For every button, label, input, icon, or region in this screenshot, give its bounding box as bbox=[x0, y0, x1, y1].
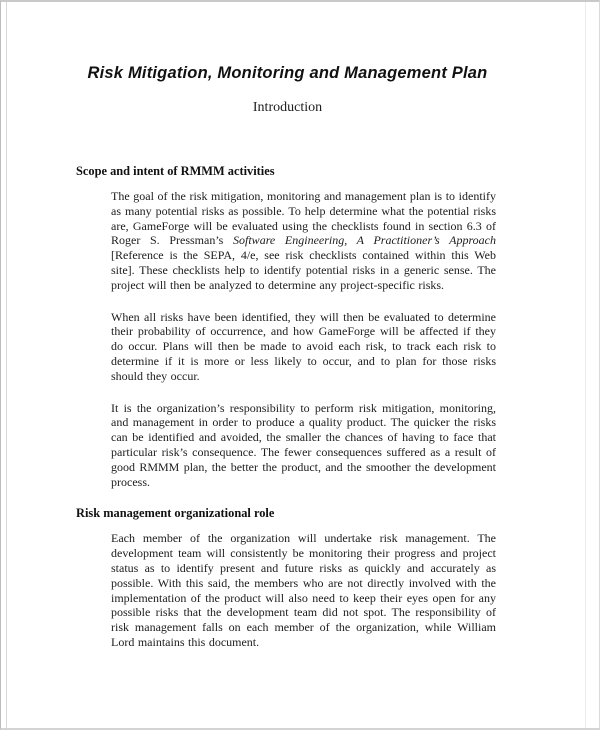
paragraph-goal-of-plan bbox=[111, 189, 496, 293]
page-title: Risk Mitigation, Monitoring and Management Plan bbox=[87, 64, 488, 82]
book-title-reference: Software Engineering, A Practitioner’s Approach bbox=[233, 233, 497, 248]
section-heading-scope-and-intent: Scope and intent of RMMM activities bbox=[76, 164, 275, 178]
scan-edge-line-left bbox=[6, 2, 7, 728]
scan-edge-line-right bbox=[585, 2, 586, 728]
paragraph-goal-text-after-reference: [Reference is the SEPA, 4/e, see risk checklists contained within this Web site]. These checklists help to identify potential risks in a generic sense. The project will then be analyzed to determine any project-specific risks. bbox=[111, 248, 496, 292]
paragraph-risk-evaluation: When all risks have been identified, they will then be evaluated to determine their probability of occurrence, and how GameForge will be affected if they do occur. Plans will then be made to avoid each risk, to track each risk to determine if it is more or less likely to occur, and to plan for those risks should they occur. bbox=[111, 309, 496, 383]
section-heading-organizational-role: Risk management organizational role bbox=[76, 506, 275, 521]
paragraph-organization-responsibility: It is the organization’s responsibility to perform risk mitigation, monitoring, and management in order to produce a quality product. The quicker the risks can be identified and avoided, the smaller the chances of having to face that particular risk’s consequence. The fewer consequences suffered as a result of good RMMM plan, the better the product, and the smoother the development process. bbox=[111, 400, 496, 489]
page-subtitle: Introduction bbox=[252, 100, 323, 115]
paragraph-member-risk-management: Each member of the organization will undertake risk management. The development team will consistently be monitoring their progress and project status as to identify present and future risks as quickly and accurately as possible. With this said, the members who are not directly involved with the implementation of the product will also need to keep their eyes open for any possible risks that the development team did not spot. The responsibility of risk management falls on each member of the organization, while William Lord maintains this document. bbox=[111, 531, 496, 649]
paragraph-goal-text-before-reference: The goal of the risk mitigation, monitoring and management plan is to identify as many potential risks as possible. To help determine what the potential risks are, GameForge will be evaluated using the checklists found in section 6.3 of Roger S. Pressman’s bbox=[111, 189, 496, 248]
